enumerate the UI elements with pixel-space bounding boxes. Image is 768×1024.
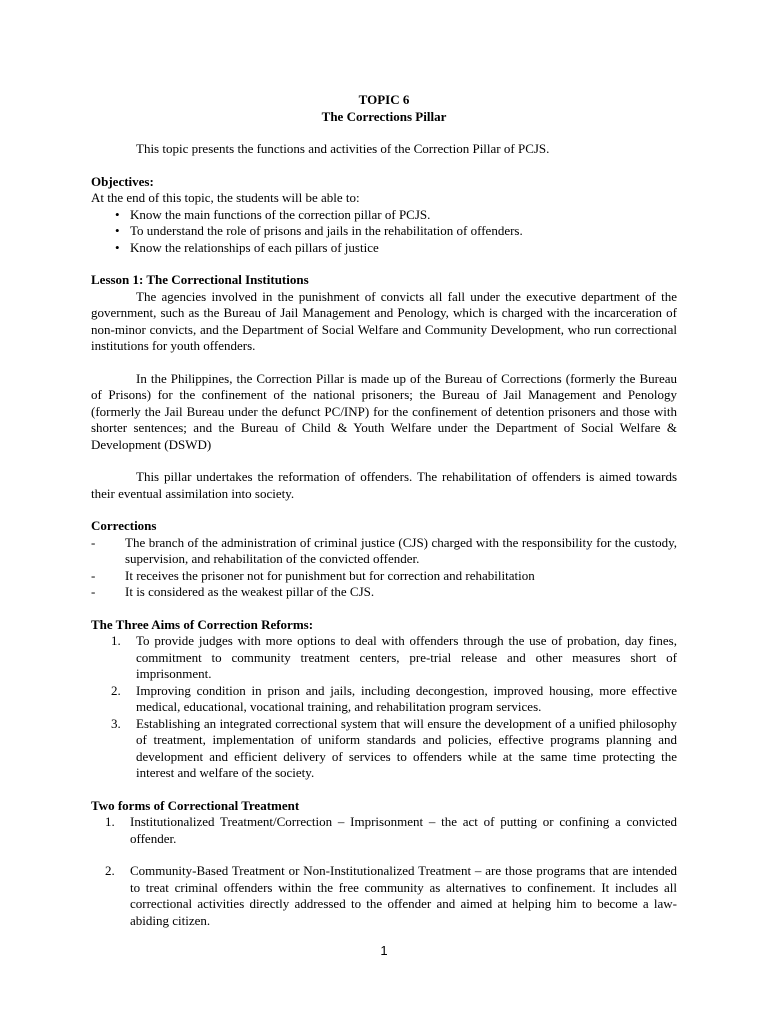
intro-paragraph: This topic presents the functions and activities of the Correction Pillar of PCJS.	[136, 141, 550, 156]
list-item: 1. Institutionalized Treatment/Correction – Imprisonment – the act of putting or confining a convicted offender.	[105, 814, 677, 846]
corrections-heading: Corrections	[91, 518, 157, 533]
list-item: - The branch of the administration of criminal justice (CJS) charged with the responsibility for the custody, supervision, and rehabilitation of the convicted offender.	[91, 534, 677, 566]
treatment-heading: Two forms of Correctional Treatment	[91, 797, 300, 813]
page-title: The Corrections Pillar	[321, 108, 447, 124]
treatment-list	[91, 814, 677, 929]
lesson1-paragraph-3: This pillar undertakes the reformation of offenders. The rehabilitation of offenders is aimed towards their eventual assimilation into society.	[91, 469, 677, 501]
objectives-heading: Objectives:	[91, 173, 154, 189]
bullet-icon: •	[115, 223, 120, 238]
dash-marker: -	[91, 534, 96, 550]
bullet-icon: •	[115, 239, 120, 255]
dash-marker: -	[91, 567, 96, 583]
dash-marker: -	[91, 584, 96, 599]
objectives-list	[91, 207, 677, 257]
list-item: • Know the relationships of each pillars of justice	[115, 239, 379, 255]
list-item: 2. Community-Based Treatment or Non-Institutionalized Treatment – are those programs that are intended to treat criminal offenders within the free community as alternatives to confinement. It includes all correctional activities directly addressed to the offender and aimed at helping him to become a law-abiding citizen.	[105, 863, 677, 928]
bullet-icon: •	[115, 206, 120, 222]
corrections-list	[91, 535, 677, 601]
objectives-lead: At the end of this topic, the students will be able to:	[91, 190, 360, 205]
aims-heading: The Three Aims of Correction Reforms:	[91, 616, 314, 632]
list-item: 1. To provide judges with more options to deal with offenders through the use of probation, day fines, commitment to community treatment centers, pre-trial release and other measures short of imprisonment.	[111, 633, 677, 681]
lesson1-heading: Lesson 1: The Correctional Institutions	[91, 272, 309, 287]
list-item: • To understand the role of prisons and jails in the rehabilitation of offenders.	[115, 223, 523, 238]
list-item: - It receives the prisoner not for punishment but for correction and rehabilitation	[91, 567, 535, 583]
page-number: 1	[380, 943, 388, 958]
list-item: 3. Establishing an integrated correctional system that will ensure the development of a unified philosophy of treatment, implementation of uniform standards and policies, effective programs planning and development and efficient delivery of services to offenders while at the same time protecting the interest and welfare of the society.	[111, 715, 677, 780]
lesson1-paragraph-2: In the Philippines, the Correction Pillar is made up of the Bureau of Corrections (formerly the Bureau of Prisons) for the confinement of the national prisoners; the Bureau of Jail Management and Penology (formerly the Jail Bureau under the defunct PC/INP) for the confinement of detention prisoners and those with shorter sentences; and the Bureau of Child & Youth Welfare under the Department of Social Welfare & Development (DSWD)	[91, 370, 677, 452]
topic-label: TOPIC 6	[358, 92, 410, 107]
list-item: 2. Improving condition in prison and jails, including decongestion, improved housing, more effective medical, educational, vocational training, and rehabilitation program services.	[111, 682, 677, 714]
lesson1-paragraph-1: The agencies involved in the punishment of convicts all fall under the executive department of the government, such as the Bureau of Jail Management and Penology, which is charged with the incarceration of non-minor convicts, and the Department of Social Welfare and Community Development, who run correctional institutions for youth offenders.	[91, 288, 677, 353]
document-body	[91, 92, 677, 929]
list-item: • Know the main functions of the correction pillar of PCJS.	[115, 206, 431, 222]
aims-list	[91, 633, 677, 782]
list-item: - It is considered as the weakest pillar of the CJS.	[91, 584, 375, 599]
